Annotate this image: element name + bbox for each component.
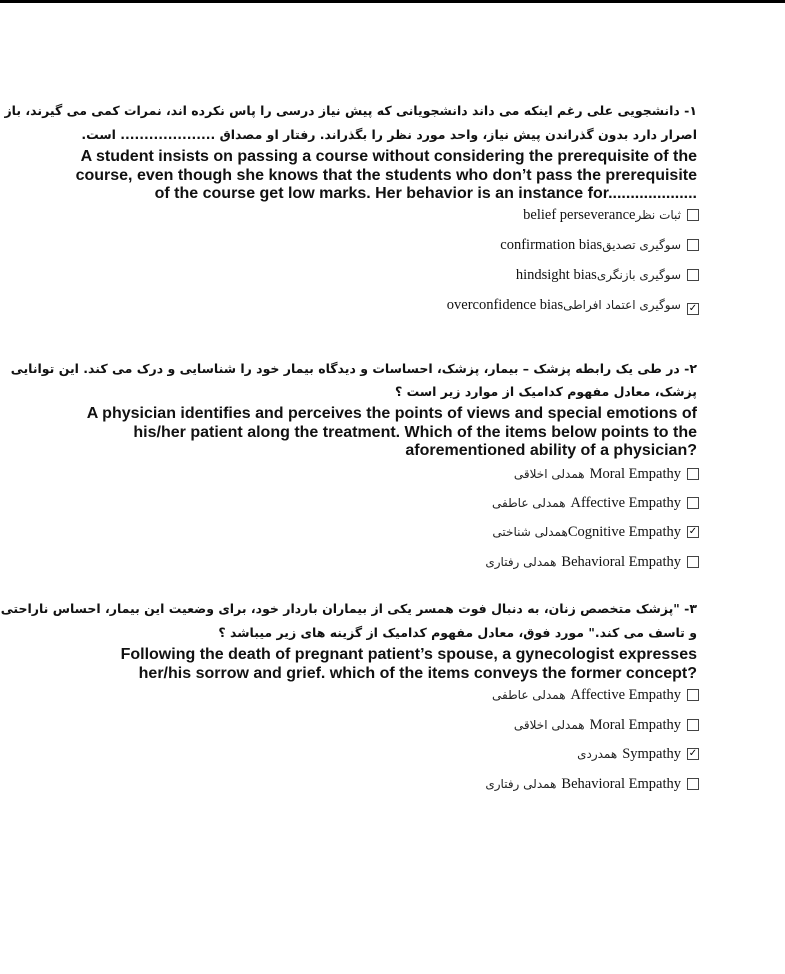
option-english: Affective Empathy (570, 686, 681, 703)
question-2-english-line-3: aforementioned ability of a physician? (405, 442, 697, 459)
option-english: Sympathy (622, 745, 681, 762)
question-2-persian-line-1: ۲- در طی یک رابطه پزشک – بیمار، پزشک، احساسات و دیدگاه بیمار خود را شناسایی و درک می کند. این توانایی (10, 361, 697, 376)
question-2-english-line-2: his/her patient along the treatment. Which of the items below points to the (133, 423, 697, 441)
question-3-persian-line-1: ۳- "پزشک متخصص زنان، به دنبال فوت همسر یکی از بیماران باردار خود، برای وضعیت این بیمار، احساس ناراحتی (0, 601, 697, 616)
option-english: Moral Empathy (589, 465, 681, 482)
checkbox-checked[interactable]: ✓ (688, 303, 698, 314)
question-1-option-3[interactable] (516, 264, 681, 286)
option-english: hindsight bias (515, 266, 597, 283)
question-1-persian-line-2: اصرار دارد بدون گذراندن پیش نیاز، واحد مورد نظر را بگذراند. رفتار او مصداق .................... است. (81, 127, 697, 142)
question-3-english-text (121, 646, 697, 683)
option-persian: همدردی (577, 747, 618, 761)
question-2-english-text (87, 405, 697, 461)
checkbox[interactable] (687, 778, 699, 790)
top-border (0, 0, 785, 3)
question-2-english-line-1: A physician identifies and perceives the points of views and special emotions of (86, 405, 697, 422)
question-1-english-line-3: of the course get low marks. Her behavior is an instance for.................... (154, 185, 697, 202)
option-english: belief perseverance (523, 206, 636, 223)
checkbox[interactable] (687, 556, 699, 568)
option-persian: همدلی رفتاری (485, 555, 557, 569)
option-persian: سوگیری اعتماد افراطی (563, 298, 681, 312)
question-1-english-text (76, 148, 697, 204)
option-english: Moral Empathy (589, 716, 681, 733)
question-3-option-3[interactable] (577, 743, 698, 765)
question-2-option-4[interactable] (485, 551, 681, 573)
question-2-option-2[interactable] (492, 492, 681, 514)
question-2-persian-line-2: پزشک، معادل مفهوم کدامیک از موارد زیر است ؟ (395, 384, 697, 399)
checkbox-checked[interactable]: ✓ (688, 526, 698, 537)
option-persian: همدلی اخلاقی (513, 467, 585, 481)
option-persian: ثبات نظر (635, 208, 681, 222)
question-3-option-2[interactable] (514, 714, 681, 736)
checkbox[interactable] (687, 239, 699, 251)
checkbox[interactable] (687, 468, 699, 480)
checkbox[interactable] (687, 269, 699, 281)
option-persian: همدلی رفتاری (485, 777, 557, 791)
question-3-persian-line-2: و تاسف می کند." مورد فوق، معادل مفهوم کدامیک از گزینه های زیر میباشد ؟ (218, 625, 697, 640)
question-3-english-line-1: Following the death of pregnant patient’s spouse, a gynecologist expresses (120, 646, 697, 663)
question-2-option-3[interactable] (492, 521, 698, 543)
option-english: Behavioral Empathy (561, 553, 681, 570)
option-english: Affective Empathy (570, 494, 681, 511)
option-english: Behavioral Empathy (561, 775, 681, 792)
checkbox[interactable] (687, 209, 699, 221)
checkbox[interactable] (687, 497, 699, 509)
checkbox[interactable] (687, 689, 699, 701)
question-1-english-line-1: A student insists on passing a course without considering the prerequisite of the (80, 148, 697, 165)
option-persian: همدلی عاطفی (492, 496, 566, 510)
checkbox[interactable] (687, 719, 699, 731)
question-1-option-1[interactable] (523, 204, 681, 226)
option-persian: سوگیری بازنگری (596, 268, 681, 282)
option-persian: همدلی اخلاقی (513, 718, 585, 732)
question-3-option-4[interactable] (485, 773, 681, 795)
question-3-english-line-2: her/his sorrow and grief. which of the items conveys the former concept? (138, 664, 697, 682)
question-2-option-1[interactable] (514, 463, 681, 485)
question-1-option-4[interactable] (446, 294, 698, 316)
question-1-option-2[interactable] (500, 234, 681, 256)
option-english: overconfidence bias (446, 296, 564, 313)
option-persian: سوگیری تصدیق (602, 238, 681, 252)
question-1-persian-line-1: ۱- دانشجویی علی رغم اینکه می داند دانشجویانی که پیش نیاز درسی را پاس نکرده اند، نمرات کمی می گیرند، باز (4, 103, 697, 118)
option-english: confirmation bias (500, 236, 603, 253)
question-3-option-1[interactable] (492, 684, 681, 706)
checkbox-checked[interactable]: ✓ (688, 748, 698, 759)
option-english: Cognitive Empathy (567, 523, 681, 540)
question-1-english-line-2: course, even though she knows that the students who don’t pass the prerequisite (75, 166, 697, 184)
option-persian: همدلی شناختی (492, 525, 568, 539)
option-persian: همدلی عاطفی (492, 688, 566, 702)
